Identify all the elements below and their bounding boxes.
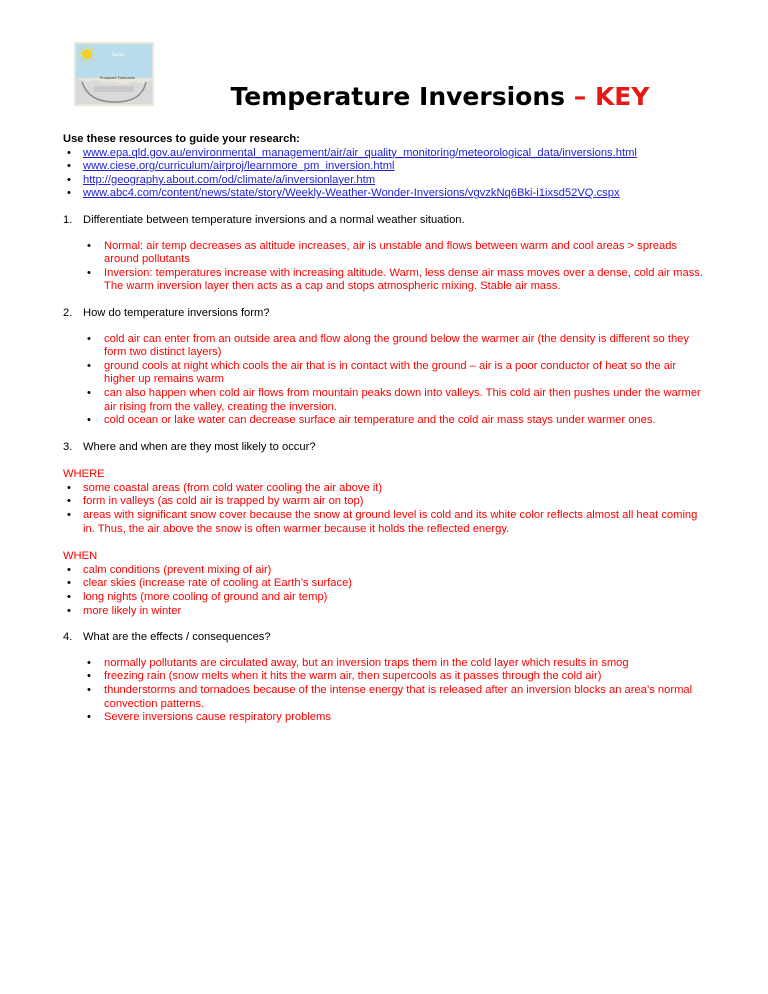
answer-item: • Inversion: temperatures increase with increasing altitude. Warm, less dense air mass moves over a dense, cold air mass. The warm inversion layer then acts as a cap and stops atmospheric mixing. Stable air mass. [63,267,708,294]
question-number: 4. [63,631,73,644]
answer-item: • ground cools at night which cools the air that is in contact with the ground – air is a poor conductor of heat so the air higher up remains warm [63,360,708,387]
resource-links [63,147,708,201]
question-3 [63,441,708,455]
answers-1 [63,240,708,294]
answers-4 [63,657,708,725]
question-4 [63,631,708,645]
title-main: Temperature Inversions [230,82,574,111]
question-number: 3. [63,440,73,453]
answers-2 [63,333,708,428]
logo-top-text: Sprds [112,53,125,58]
question-text: Where and when are they most likely to occur? [83,440,316,453]
question-1 [63,214,708,228]
answer-item: • Severe inversions cause respiratory problems [63,711,708,725]
question-text: What are the effects / consequences? [83,631,271,644]
worksheet-content [63,133,708,725]
title-dash: – [573,82,595,111]
resource-link-abc4[interactable]: www.abc4.com/content/news/state/story/Weekly-Weather-Wonder-Inversions/vgvzkNq6Bki-i1ixsd52VQ.cspx [83,187,620,200]
answer-item: • more likely in winter [63,605,708,619]
answer-item: • can also happen when cold air flows from mountain peaks down into valleys. This cold air then pushes under the warmer air rising from the valley, creating the inversion. [63,387,708,414]
answer-item: • clear skies (increase rate of cooling at Earth’s surface) [63,577,708,591]
question-text: How do temperature inversions form? [83,306,270,319]
inversion-diagram-logo [74,42,154,106]
resources-intro: Use these resources to guide your research: [63,133,300,145]
answer-item: • thunderstorms and tornadoes because of the intense energy that is released after an inversion blocks an area’s normal convection patterns. [63,684,708,711]
link-item [63,160,708,174]
where-label: WHERE [63,468,105,481]
answer-item: • calm conditions (prevent mixing of air) [63,564,708,578]
link-item [63,147,708,161]
question-2 [63,307,708,321]
link-item [63,174,708,188]
answer-item: • freezing rain (snow melts when it hits the warm air, then supercools as it passes through the cold air) [63,670,708,684]
answer-item: • Normal: air temp decreases as altitude increases, air is unstable and flows between warm and cool areas > spreads around pollutants [63,240,708,267]
when-label: WHEN [63,550,98,563]
answer-item: • some coastal areas (from cold water cooling the air above it) [63,482,708,496]
answers-3-where [63,482,708,536]
answer-item: • cold air can enter from an outside area and flow along the ground below the warmer air (the density is different so they form two distinct layers) [63,333,708,360]
resource-link-ciese[interactable]: www.ciese.org/curriculum/airproj/learnmore_pm_inversion.html [83,160,395,173]
answer-item: • long nights (more cooling of ground and air temp) [63,591,708,605]
sun-icon [82,49,92,59]
page-title [180,82,700,112]
answers-3-when [63,564,708,618]
link-item [63,187,708,201]
question-text: Differentiate between temperature inversions and a normal weather situation. [83,213,465,226]
answer-item: • form in valleys (as cold air is trapped by warm air on top) [63,495,708,509]
answer-item: • areas with significant snow cover because the snow at ground level is cold and its white color reflects almost all heat coming in. Thus, the air above the snow is often warmer because it holds the reflected energy. [63,509,708,536]
resource-link-geography[interactable]: http://geography.about.com/od/climate/a/inversionlayer.htm [83,173,376,186]
title-key: KEY [594,82,650,111]
question-number: 2. [63,306,73,319]
answer-item: • cold ocean or lake water can decrease surface air temperature and the cold air mass stays under warmer ones. [63,414,708,428]
logo-mid-text: Proposed Forecasts [100,76,135,80]
resource-link-epa[interactable]: www.epa.qld.gov.au/environmental_management/air/air_quality_monitoring/meteorological_data/inversions.html [83,146,637,159]
answer-item: • normally pollutants are circulated away, but an inversion traps them in the cold layer which results in smog [63,657,708,671]
question-number: 1. [63,213,73,226]
